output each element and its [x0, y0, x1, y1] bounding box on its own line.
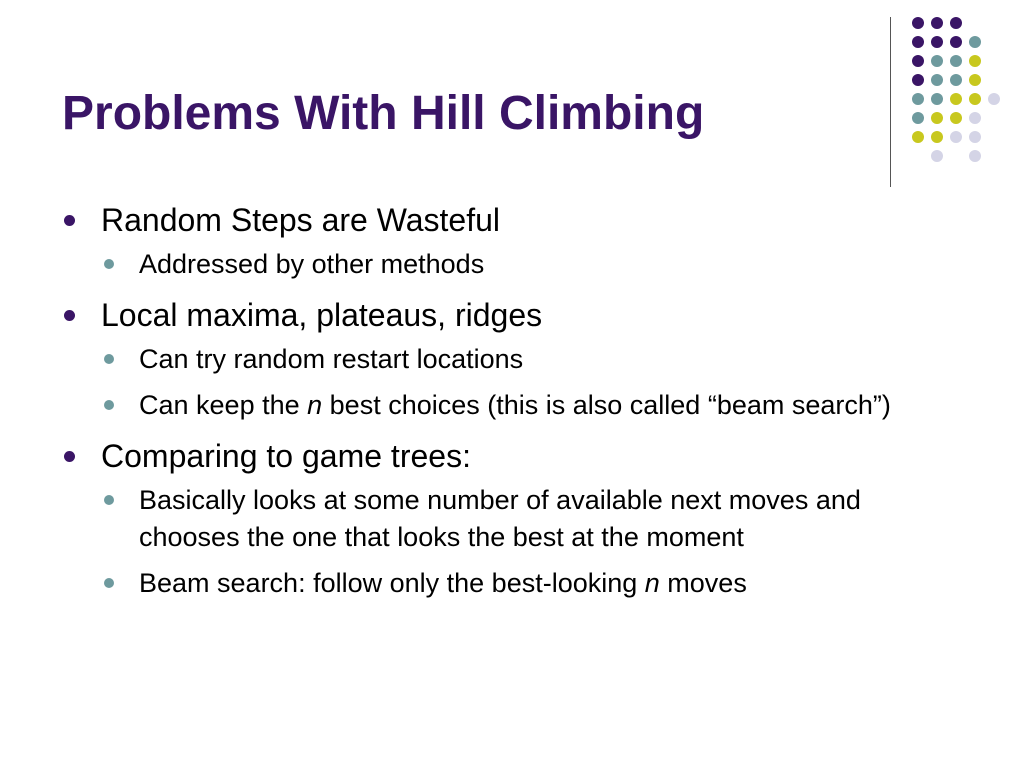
bullet-dot-icon	[64, 451, 75, 462]
decor-dot	[931, 150, 943, 162]
decor-dot	[912, 55, 924, 67]
slide-title: Problems With Hill Climbing	[62, 87, 705, 140]
variable-n: n	[644, 568, 660, 598]
decor-dot	[969, 93, 981, 105]
sub-bullet-dot-icon	[104, 495, 114, 505]
bullet-dot-icon	[64, 215, 75, 226]
decor-dot	[950, 74, 962, 86]
bullet-text: Comparing to game trees:	[101, 438, 471, 474]
decor-dot	[912, 36, 924, 48]
sub-bullet-text: Can try random restart locations	[139, 344, 524, 374]
decor-dot	[912, 93, 924, 105]
sub-bullet-text-pre: Can keep the	[139, 390, 308, 420]
sub-bullet-text-post: best choices (this is also called “beam search”)	[322, 390, 891, 420]
sub-bullet-text: Addressed by other methods	[139, 249, 485, 279]
bullet-text: Random Steps are Wasteful	[101, 202, 500, 238]
decor-dot	[931, 131, 943, 143]
decor-dot	[912, 112, 924, 124]
decor-dot	[950, 93, 962, 105]
decor-dot	[969, 36, 981, 48]
sub-bullet-item	[62, 565, 942, 602]
sub-bullet-dot-icon	[104, 578, 114, 588]
decor-dot	[969, 131, 981, 143]
decor-dot	[950, 131, 962, 143]
decor-dot	[912, 17, 924, 29]
decor-dot	[931, 74, 943, 86]
decor-dot	[931, 17, 943, 29]
sub-bullet-item	[62, 246, 942, 283]
decor-dot	[931, 112, 943, 124]
decor-dot	[931, 36, 943, 48]
decor-dot	[950, 55, 962, 67]
decor-dot	[950, 17, 962, 29]
decor-dot	[912, 131, 924, 143]
variable-n: n	[307, 390, 323, 420]
sub-bullet-item	[62, 341, 942, 378]
decor-dot	[969, 150, 981, 162]
sub-bullet-dot-icon	[104, 400, 114, 410]
sub-bullet-text-pre: Beam search: follow only the best-looking	[139, 568, 645, 598]
bullet-item	[62, 434, 942, 478]
bullet-item	[62, 198, 942, 242]
bullet-list	[62, 198, 942, 602]
bullet-text: Local maxima, plateaus, ridges	[101, 297, 543, 333]
decor-dot	[950, 36, 962, 48]
sub-bullet-text-post: moves	[659, 568, 747, 598]
decor-dot	[950, 112, 962, 124]
bullet-dot-icon	[64, 310, 75, 321]
decor-dot	[912, 74, 924, 86]
decor-dot	[931, 93, 943, 105]
sub-bullet-text: Basically looks at some number of available next moves and chooses the one that looks the best at the moment	[139, 485, 861, 552]
sub-bullet-dot-icon	[104, 354, 114, 364]
decor-dot	[988, 93, 1000, 105]
decor-dot	[969, 55, 981, 67]
sub-bullet-item	[62, 387, 942, 424]
title-divider-line	[890, 17, 891, 187]
decor-dot	[931, 55, 943, 67]
sub-bullet-dot-icon	[104, 259, 114, 269]
decor-dot	[969, 74, 981, 86]
sub-bullet-item	[62, 482, 942, 556]
bullet-item	[62, 293, 942, 337]
decor-dot	[969, 112, 981, 124]
